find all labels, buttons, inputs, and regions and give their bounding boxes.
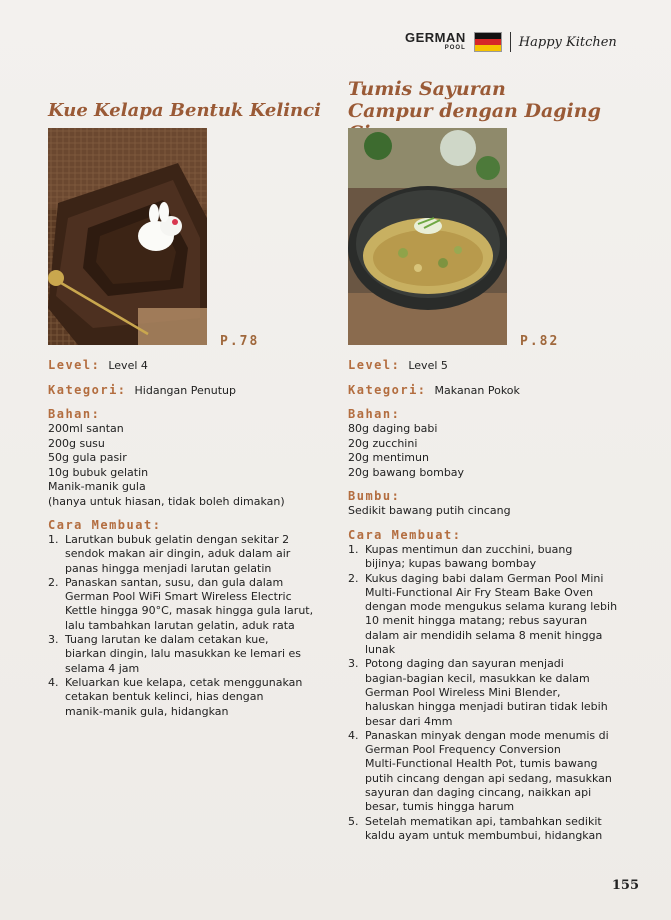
brand-tagline: Happy Kitchen	[518, 34, 617, 50]
steps-section	[48, 518, 328, 719]
seasoning-item: Sedikit bawang putih cincang	[348, 504, 511, 517]
recipe-title: Kue Kelapa Bentuk Kelinci	[48, 100, 321, 121]
ingredient-item: (hanya untuk hiasan, tidak boleh dimakan)	[48, 494, 285, 508]
recipe-title-line2: Campur dengan Daging	[348, 100, 601, 122]
category-label: Kategori:	[48, 383, 127, 397]
step-item: 4. Panaskan minyak dengan mode menumis di German Pool Frequency Conversion Multi-Functional Health Pot, tumis bawang putih cincang dengan api sedang, masukkan sayuran dan daging cincang, naikkan api besar, tumis hingga harum	[348, 728, 612, 814]
ingredient-item: 80g daging babi	[348, 422, 438, 435]
german-flag-icon	[474, 32, 502, 52]
step-item: 3. Potong daging dan sayuran menjadi bagian-bagian kecil, masukkan ke dalam German Pool Wireless Mini Blender, haluskan hingga menjadi butiran tidak lebih besar dari 4mm	[348, 657, 608, 728]
step-item: 4. Keluarkan kue kelapa, cetak menggunakan cetakan bentuk kelinci, hias dengan manik-manik gula, hidangkan	[48, 675, 303, 718]
step-item: 1. Kupas mentimun dan zucchini, buang bijinya; kupas bawang bombay	[348, 543, 573, 571]
step-item: 1. Larutkan bubuk gelatin dengan sekitar 2 sendok makan air dingin, aduk dalam air panas hingga menjadi larutan gelatin	[48, 533, 291, 575]
step-item: 2. Panaskan santan, susu, dan gula dalam German Pool WiFi Smart Wireless Electric Kettle hingga 90°C, masak hingga gula larut, lalu tambahkan larutan gelatin, aduk rata	[48, 575, 314, 632]
ingredient-item: Manik-manik gula	[48, 480, 146, 493]
level-value: Level 5	[408, 359, 448, 372]
ingredients-section	[348, 407, 464, 480]
steps-label: Cara Membuat:	[348, 528, 462, 542]
page-number: 155	[611, 878, 639, 893]
brand-divider	[510, 32, 511, 52]
recipe-photo-coconut-cake	[48, 128, 207, 345]
level-row	[348, 358, 448, 372]
brand-header	[405, 30, 617, 54]
level-row	[48, 358, 148, 372]
ingredients-label: Bahan:	[348, 407, 401, 421]
category-label: Kategori:	[348, 383, 427, 397]
step-item: 2. Kukus daging babi dalam German Pool Mini Multi-Functional Air Fry Steam Bake Oven dengan mode mengukus selama kurang lebih 10 menit hingga matang; rebus sayuran dalam air mendidih selama 8 menit hingga lunak	[348, 571, 618, 657]
brand-name: GERMAN	[405, 30, 466, 45]
ingredient-item: 10g bubuk gelatin	[48, 465, 149, 479]
category-value: Hidangan Penutup	[134, 384, 236, 397]
category-value: Makanan Pokok	[434, 384, 520, 397]
brand-sub: POOL	[444, 45, 466, 51]
ingredient-item: 20g bawang bombay	[348, 465, 465, 479]
ingredient-item: 20g mentimun	[348, 451, 429, 464]
step-item: 5. Setelah mematikan api, tambahkan sedikit kaldu ayam untuk membumbui, hidangkan	[348, 814, 603, 842]
ingredient-item: 20g zucchini	[348, 436, 418, 450]
level-value: Level 4	[108, 359, 148, 372]
page-reference: P.78	[220, 334, 260, 349]
recipe-title-line1: Tumis Sayuran	[348, 78, 506, 100]
category-row	[348, 383, 520, 397]
ingredient-item: 200g susu	[48, 436, 105, 450]
seasoning-label: Bumbu:	[348, 489, 401, 503]
ingredient-item: 50g gula pasir	[48, 451, 127, 464]
recipe-photo-stir-fry	[348, 128, 507, 345]
steps-section	[348, 528, 633, 843]
brand-logo	[405, 32, 466, 52]
ingredient-item: 200ml santan	[48, 422, 124, 435]
level-label: Level:	[348, 358, 401, 372]
ingredients-section	[48, 407, 285, 509]
steps-label: Cara Membuat:	[48, 518, 162, 532]
level-label: Level:	[48, 358, 101, 372]
page-reference: P.82	[520, 334, 560, 349]
seasoning-section	[348, 489, 511, 519]
category-row	[48, 383, 236, 397]
step-item: 3. Tuang larutan ke dalam cetakan kue, biarkan dingin, lalu masukkan ke lemari es selama 4 jam	[48, 633, 302, 675]
ingredients-label: Bahan:	[48, 407, 101, 421]
